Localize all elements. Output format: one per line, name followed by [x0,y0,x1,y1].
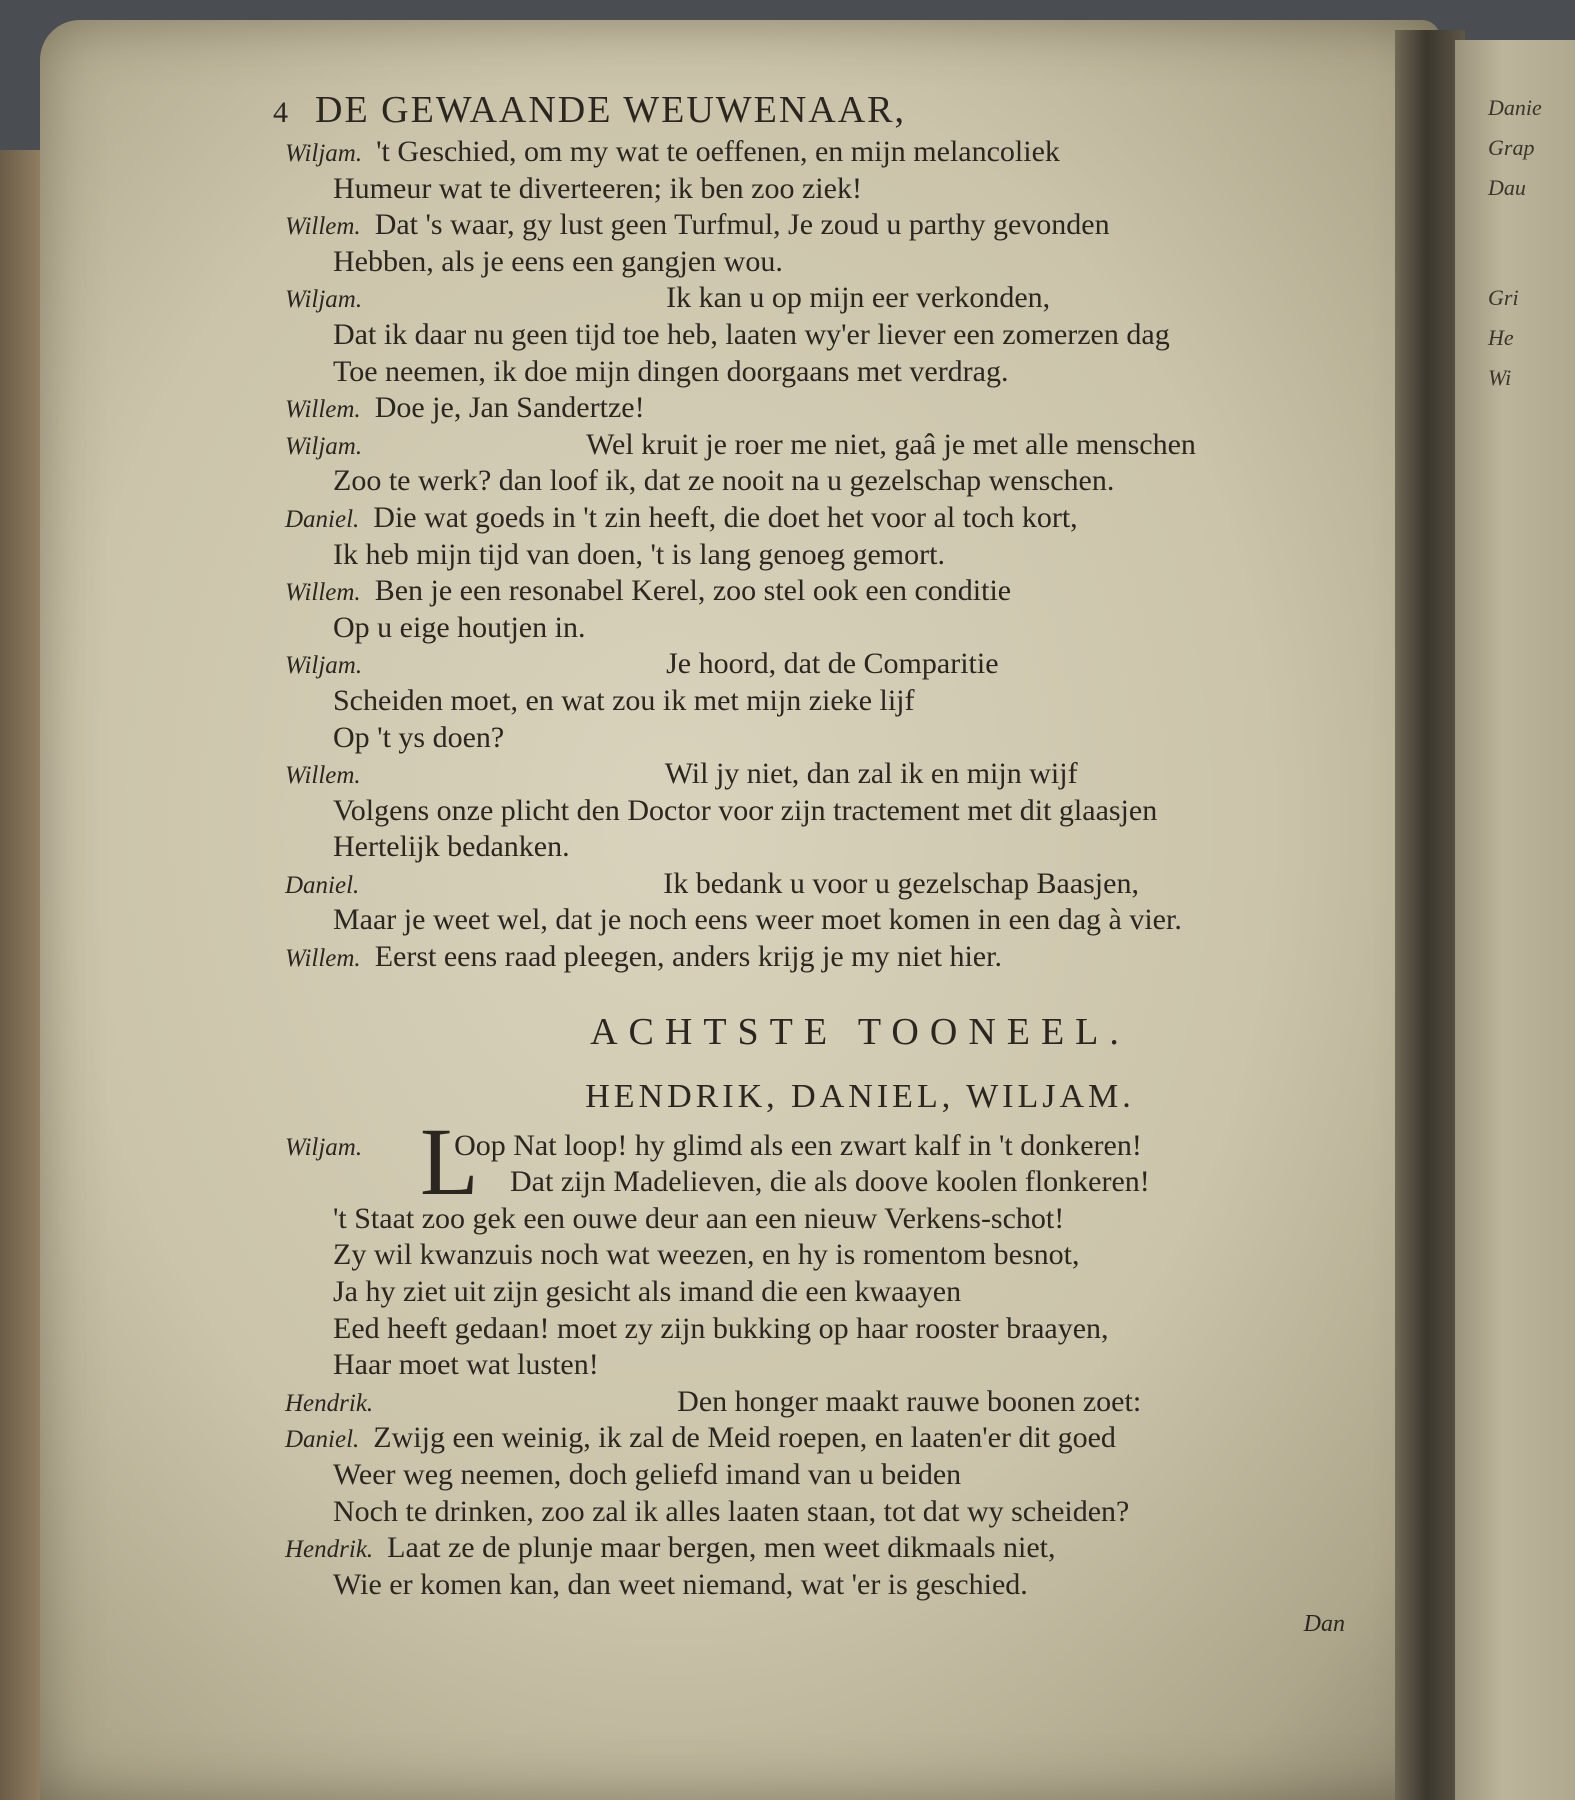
verse-text: Humeur wat te diverteeren; ik ben zoo ziek! [333,171,862,205]
verse-text: Ja hy ziet uit zijn gesicht als imand die een kwaayen [333,1275,962,1309]
facing-page-fragment: Gri [1488,285,1519,310]
verse-line [285,500,1345,537]
facing-page-fragment: He [1488,325,1514,350]
verse-line [285,1530,1345,1567]
scene-title: ACHTSTE TOONEEL. [590,1010,1130,1053]
verse-line [285,537,1345,574]
verse-text: Ik heb mijn tijd van doen, 't is lang genoeg gemort. [333,537,945,571]
verse-line [285,280,1345,317]
verse-text: Volgens onze plicht den Doctor voor zijn tractement met dit glaasjen [333,793,1158,827]
running-header [273,88,1345,132]
verse-text: 't Geschied, om my wat te oeffenen, en mijn melancoliek [376,135,1060,168]
verse-line [285,793,1345,830]
verse-text: Je hoord, dat de Comparitie [666,647,999,681]
facing-page-fragment: Danie [1488,95,1542,120]
verse-line [285,756,1345,793]
verse-text: Laat ze de plunje maar bergen, men weet dikmaals niet, [387,1531,1056,1565]
verse-line [285,573,1345,610]
verse-line [285,134,1345,171]
page-content [273,88,1345,1643]
speaker-name: Daniel. [285,1426,360,1454]
speaker-name: Willem. [285,396,361,424]
speaker-name: Willem. [285,213,361,241]
scene-characters: HENDRIK, DANIEL, WILJAM. [585,1077,1135,1115]
facing-page-fragment: Grap [1488,135,1535,160]
facing-page-fragment: Wi [1488,365,1512,390]
speaker-name: Hendrik. [285,1389,374,1417]
verse-text: Wil jy niet, dan zal ik en mijn wijf [664,757,1078,791]
verse-line [285,829,1345,866]
verse-line [285,866,1345,903]
running-title: DE GEWAANDE WEUWENAAR, [315,89,907,131]
page-number: 4 [273,96,289,129]
verse-line [285,463,1345,500]
drop-cap: L [420,1107,479,1215]
verse-text: Toe neemen, ik doe mijn dingen doorgaans met verdrag. [333,354,1009,388]
verse-line [285,1384,1345,1421]
speaker-name: Daniel. [285,505,360,533]
verse-text: Die wat goeds in 't zin heeft, die doet het voor al toch kort, [373,500,1078,534]
speaker-name: Hendrik. [285,1536,374,1564]
speaker-name: Wiljam. [285,286,363,314]
verse-line [285,207,1345,244]
verse-line [285,317,1345,354]
verse-text: Scheiden moet, en wat zou ik met mijn zieke lijf [333,683,915,717]
verse-text: 't Staat zoo gek een ouwe deur aan een nieuw Verkens-schot! [333,1201,1065,1235]
verse-text: Wie er komen kan, dan weet niemand, wat 'er is geschied. [333,1567,1028,1601]
verse-text: Oop Nat loop! hy glimd als een zwart kalf in 't donkeren! [454,1128,1142,1162]
verse-text: Zwijg een weinig, ik zal de Meid roepen, en laaten'er dit goed [373,1421,1116,1455]
facing-page-fragment: Dau [1488,175,1526,200]
verse-line [285,1274,1345,1311]
dialogue-block [285,134,1345,976]
verse-text: Eed heeft gedaan! moet zy zijn bukking op haar rooster braayen, [333,1311,1109,1345]
catchword-row [285,1603,1345,1643]
verse-text: Doe je, Jan Sandertze! [374,391,645,425]
speaker-name: Wiljam. [285,432,363,460]
verse-line [285,354,1345,391]
verse-line [285,683,1345,720]
verse-text: Den honger maakt rauwe boonen zoet: [677,1384,1142,1418]
verse-line [285,646,1345,683]
verse-text: Zoo te werk? dan loof ik, dat ze nooit na u gezelschap wenschen. [333,464,1115,498]
verse-text: Dat zijn Madelieven, die als doove koolen flonkeren! [510,1165,1150,1199]
verse-text: Ik kan u op mijn eer verkonden, [666,281,1051,315]
verse-text: Hertelijk bedanken. [333,830,570,864]
verse-line [285,610,1345,647]
speaker-name: Daniel. [285,871,360,899]
verse-text: Eerst eens raad pleegen, anders krijg je my niet hier. [374,940,1002,974]
verse-line [285,1457,1345,1494]
verse-line [285,171,1345,208]
verse-line [285,427,1345,464]
verse-line [285,1311,1345,1348]
speaker-name: Willem. [285,579,361,607]
verse-text: Hebben, als je eens een gangjen wou. [333,244,783,278]
verse-text: Wel kruit je roer me niet, gaâ je met alle menschen [586,427,1196,461]
scene-dialogue-block [285,1107,1345,1604]
verse-line [285,1420,1345,1457]
verse-line [285,1567,1345,1604]
verse-line [285,1494,1345,1531]
verse-text: Ben je een resonabel Kerel, zoo stel ook een conditie [374,574,1012,608]
verse-text: Zy wil kwanzuis noch wat weezen, en hy is romentom besnot, [333,1238,1080,1272]
verse-line [285,939,1345,976]
catchword: Dan [1303,1611,1345,1638]
verse-line [285,1237,1345,1274]
verse-line [285,1347,1345,1384]
verse-text: Haar moet wat lusten! [333,1348,599,1382]
speaker-name: Wiljam. [285,1133,363,1161]
verse-text: Maar je weet wel, dat je noch eens weer moet komen in een dag à vier. [333,903,1182,937]
verse-line [285,390,1345,427]
verse-text: Ik bedank u voor u gezelschap Baasjen, [663,866,1139,900]
speaker-name: Willem. [285,762,361,790]
verse-text: Dat 's waar, gy lust geen Turfmul, Je zoud u parthy gevonden [374,208,1110,242]
verse-text: Op 't ys doen? [333,720,505,754]
verse-line [285,902,1345,939]
verse-text: Dat ik daar nu geen tijd toe heb, laaten wy'er liever een zomerzen dag [333,317,1170,351]
verse-text: Noch te drinken, zoo zal ik alles laaten staan, tot dat wy scheiden? [333,1494,1130,1528]
speaker-name: Wiljam. [285,652,363,680]
verse-text: Op u eige houtjen in. [333,610,586,644]
verse-text: Weer weg neemen, doch geliefd imand van u beiden [333,1458,962,1491]
verse-line [285,244,1345,281]
speaker-name: Wiljam. [285,140,363,167]
verse-line [285,720,1345,757]
speaker-name: Willem. [285,945,361,973]
